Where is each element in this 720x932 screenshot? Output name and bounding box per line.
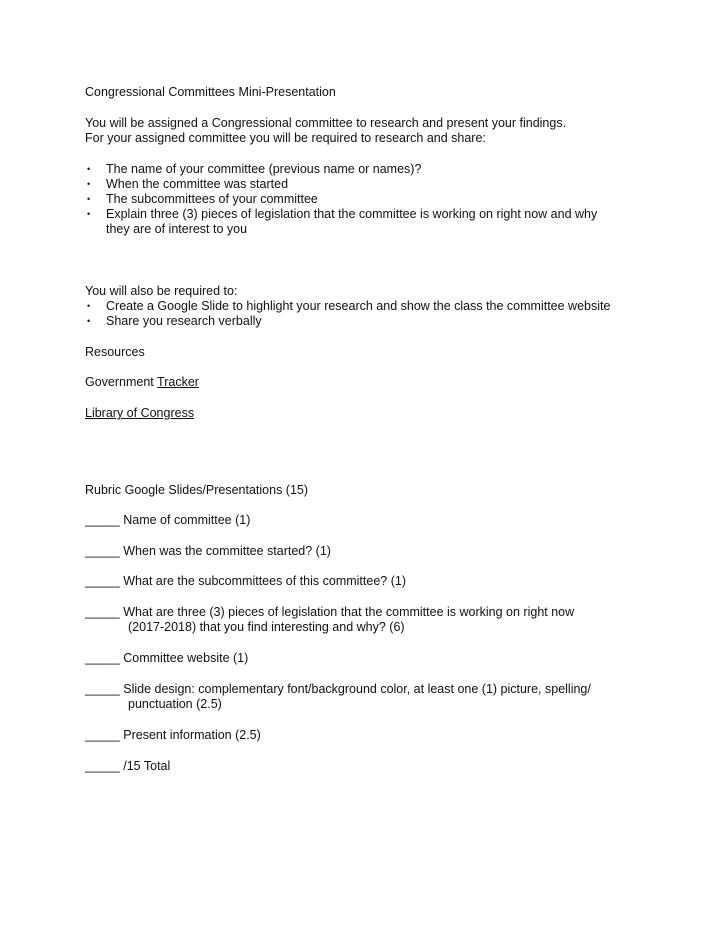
rubric-item-slide-design-cont: punctuation (2.5) [128,697,222,711]
research-item-legislation-cont: they are of interest to you [106,222,248,236]
score-blank: _____ [85,682,120,696]
bullet-icon: • [87,164,91,174]
bullet-icon: • [87,209,91,219]
document-title: Congressional Committees Mini-Presentation [85,85,336,99]
rubric-item-slide-design: _____ Slide design: complementary font/background color, at least one (1) picture, spelling/ [85,682,591,696]
bullet-icon: • [87,179,91,189]
rubric-title: Rubric Google Slides/Presentations (15) [85,483,309,497]
rubric-item-present: _____ Present information (2.5) [85,728,261,742]
score-blank: _____ [85,759,120,773]
bullet-icon: • [87,316,91,326]
research-item-name: The name of your committee (previous name or names)? [106,162,422,176]
score-blank: _____ [85,513,120,527]
research-item-legislation: Explain three (3) pieces of legislation that the committee is working on right now and why [106,207,598,221]
score-blank: _____ [85,605,120,619]
rubric-item-legislation: _____ What are three (3) pieces of legislation that the committee is working on right now [85,605,575,619]
score-blank: _____ [85,728,120,742]
bullet-icon: • [87,194,91,204]
government-tracker-line [85,375,199,390]
research-item-subcommittees: The subcommittees of your committee [106,192,318,206]
score-blank: _____ [85,544,120,558]
score-blank: _____ [85,651,120,665]
rubric-item-legislation-cont: (2017-2018) that you find interesting and why? (6) [128,620,405,634]
also-item-slide: Create a Google Slide to highlight your research and show the class the committee website [106,299,611,313]
tracker-link[interactable]: Tracker [157,375,199,389]
library-of-congress-line [85,406,194,421]
score-blank: _____ [85,574,120,588]
rubric-item-subcommittees: _____ What are the subcommittees of this committee? (1) [85,574,406,588]
also-heading: You will also be required to: [85,284,238,298]
rubric-item-website: _____ Committee website (1) [85,651,249,665]
rubric-item-name: _____ Name of committee (1) [85,513,251,527]
intro-line-2: For your assigned committee you will be required to research and share: [85,131,486,145]
also-item-verbal: Share you research verbally [106,314,262,328]
intro-line-1: You will be assigned a Congressional committee to research and present your findings. [85,116,567,130]
rubric-item-started: _____ When was the committee started? (1) [85,544,331,558]
research-item-started: When the committee was started [106,177,289,191]
government-prefix: Government [85,375,158,389]
rubric-item-total: _____ /15 Total [85,759,171,773]
resources-heading: Resources [85,345,145,359]
library-of-congress-link[interactable]: Library of Congress [85,406,195,420]
bullet-icon: • [87,301,91,311]
